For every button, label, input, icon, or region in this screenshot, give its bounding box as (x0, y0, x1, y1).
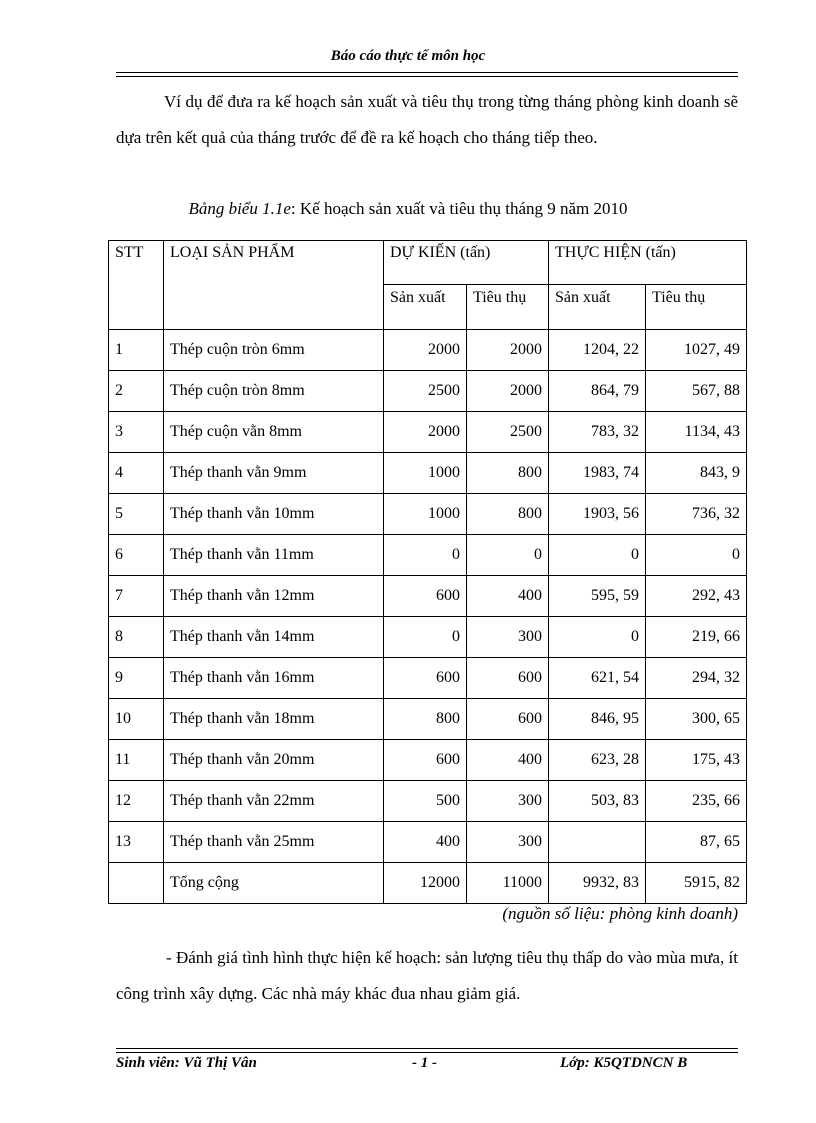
row-actual-consumption: 0 (646, 535, 747, 576)
table-row (109, 699, 747, 740)
row-planned-consumption: 800 (467, 494, 549, 535)
row-actual-production: 1983, 74 (549, 453, 646, 494)
row-product: Thép thanh vằn 14mm (164, 617, 384, 658)
row-planned-production: 1000 (384, 494, 467, 535)
row-planned-production: 1000 (384, 453, 467, 494)
row-stt: 3 (109, 412, 164, 453)
header-actual: THỰC HIỆN (tấn) (549, 241, 747, 285)
row-stt: 6 (109, 535, 164, 576)
row-actual-production (549, 822, 646, 863)
row-product: Thép thanh vằn 16mm (164, 658, 384, 699)
table-row (109, 412, 747, 453)
row-planned-production: 2000 (384, 330, 467, 371)
table-row (109, 617, 747, 658)
row-product: Thép thanh vằn 11mm (164, 535, 384, 576)
row-planned-consumption: 0 (467, 535, 549, 576)
footer-rule-bottom (116, 1052, 738, 1053)
table-row (109, 494, 747, 535)
footer-rule-top (116, 1048, 738, 1049)
row-planned-consumption: 600 (467, 658, 549, 699)
footer-student: Sinh viên: Vũ Thị Vân (116, 1055, 257, 1071)
row-planned-consumption: 2500 (467, 412, 549, 453)
row-actual-consumption: 5915, 82 (646, 863, 747, 904)
row-actual-consumption: 567, 88 (646, 371, 747, 412)
row-product: Tổng cộng (164, 863, 384, 904)
row-planned-production: 800 (384, 699, 467, 740)
row-actual-production: 9932, 83 (549, 863, 646, 904)
row-product: Thép thanh vằn 18mm (164, 699, 384, 740)
row-product: Thép thanh vằn 20mm (164, 740, 384, 781)
row-actual-consumption: 1134, 43 (646, 412, 747, 453)
row-planned-production: 2500 (384, 371, 467, 412)
row-actual-consumption: 235, 66 (646, 781, 747, 822)
row-actual-consumption: 87, 65 (646, 822, 747, 863)
row-actual-production: 1204, 22 (549, 330, 646, 371)
header-planned-production: Sản xuất (384, 285, 467, 330)
table-caption (0, 199, 816, 219)
table-row (109, 863, 747, 904)
table-row (109, 740, 747, 781)
row-product: Thép cuộn tròn 8mm (164, 371, 384, 412)
row-actual-consumption: 300, 65 (646, 699, 747, 740)
footer-class: Lớp: K5QTDNCN B (560, 1055, 688, 1071)
row-planned-consumption: 2000 (467, 330, 549, 371)
row-stt: 1 (109, 330, 164, 371)
table-row (109, 330, 747, 371)
row-planned-consumption: 400 (467, 576, 549, 617)
row-product: Thép thanh vằn 9mm (164, 453, 384, 494)
row-actual-consumption: 219, 66 (646, 617, 747, 658)
row-actual-production: 0 (549, 617, 646, 658)
footer-page-number: - 1 - (412, 1055, 437, 1071)
row-actual-consumption: 1027, 49 (646, 330, 747, 371)
row-product: Thép thanh vằn 22mm (164, 781, 384, 822)
row-actual-production: 864, 79 (549, 371, 646, 412)
row-stt: 8 (109, 617, 164, 658)
data-source-note: (nguồn số liệu: phòng kinh doanh) (502, 904, 738, 923)
intro-paragraph: Ví dụ để đưa ra kế hoạch sản xuất và tiêu thụ trong từng tháng phòng kinh doanh sẽ dựa trên kết quả của tháng trước để đề ra kế hoạch cho tháng tiếp theo. (116, 92, 738, 147)
header-planned-consumption: Tiêu thụ (467, 285, 549, 330)
row-actual-production: 503, 83 (549, 781, 646, 822)
row-actual-production: 783, 32 (549, 412, 646, 453)
row-actual-production: 846, 95 (549, 699, 646, 740)
row-product: Thép thanh vằn 25mm (164, 822, 384, 863)
row-planned-production: 500 (384, 781, 467, 822)
row-planned-consumption: 300 (467, 781, 549, 822)
row-stt: 5 (109, 494, 164, 535)
row-planned-production: 600 (384, 576, 467, 617)
row-planned-consumption: 11000 (467, 863, 549, 904)
row-planned-production: 0 (384, 535, 467, 576)
row-product: Thép thanh vằn 12mm (164, 576, 384, 617)
row-stt: 13 (109, 822, 164, 863)
row-planned-consumption: 800 (467, 453, 549, 494)
row-actual-consumption: 294, 32 (646, 658, 747, 699)
row-planned-consumption: 300 (467, 822, 549, 863)
page-header-title: Báo cáo thực tế môn học (330, 48, 486, 64)
header-rule-top (116, 72, 738, 73)
row-planned-consumption: 600 (467, 699, 549, 740)
row-stt: 9 (109, 658, 164, 699)
table-row (109, 576, 747, 617)
table-row (109, 535, 747, 576)
row-stt: 7 (109, 576, 164, 617)
row-planned-production: 600 (384, 740, 467, 781)
table-caption-label: Bảng biểu 1.1e (188, 199, 291, 218)
row-stt: 4 (109, 453, 164, 494)
table-row (109, 371, 747, 412)
assessment-paragraph: - Đánh giá tình hình thực hiện kế hoạch: sản lượng tiêu thụ thấp do vào mùa mưa, ít công trình xây dựng. Các nhà máy khác đua nhau giảm giá. (116, 948, 738, 1003)
row-actual-consumption: 736, 32 (646, 494, 747, 535)
row-actual-production: 595, 59 (549, 576, 646, 617)
row-stt: 2 (109, 371, 164, 412)
row-actual-consumption: 292, 43 (646, 576, 747, 617)
row-product: Thép cuộn tròn 6mm (164, 330, 384, 371)
row-actual-production: 1903, 56 (549, 494, 646, 535)
row-stt (109, 863, 164, 904)
row-planned-production: 12000 (384, 863, 467, 904)
row-planned-consumption: 300 (467, 617, 549, 658)
header-planned: DỰ KIẾN (tấn) (384, 241, 549, 285)
row-planned-production: 2000 (384, 412, 467, 453)
row-planned-production: 0 (384, 617, 467, 658)
header-stt: STT (109, 241, 164, 330)
table-row (109, 658, 747, 699)
production-plan-table (108, 240, 747, 904)
table-caption-text: : Kế hoạch sản xuất và tiêu thụ tháng 9 năm 2010 (290, 199, 628, 218)
row-actual-production: 0 (549, 535, 646, 576)
row-actual-production: 623, 28 (549, 740, 646, 781)
row-stt: 10 (109, 699, 164, 740)
row-actual-production: 621, 54 (549, 658, 646, 699)
row-actual-consumption: 175, 43 (646, 740, 747, 781)
header-actual-consumption: Tiêu thụ (646, 285, 747, 330)
table-row (109, 453, 747, 494)
row-planned-consumption: 2000 (467, 371, 549, 412)
row-planned-consumption: 400 (467, 740, 549, 781)
row-product: Thép cuộn vằn 8mm (164, 412, 384, 453)
header-rule-bottom (116, 76, 738, 77)
row-product: Thép thanh vằn 10mm (164, 494, 384, 535)
header-product: LOẠI SẢN PHẨM (164, 241, 384, 330)
table-row (109, 781, 747, 822)
row-actual-consumption: 843, 9 (646, 453, 747, 494)
table-row (109, 822, 747, 863)
row-planned-production: 400 (384, 822, 467, 863)
header-actual-production: Sản xuất (549, 285, 646, 330)
row-stt: 12 (109, 781, 164, 822)
row-stt: 11 (109, 740, 164, 781)
row-planned-production: 600 (384, 658, 467, 699)
